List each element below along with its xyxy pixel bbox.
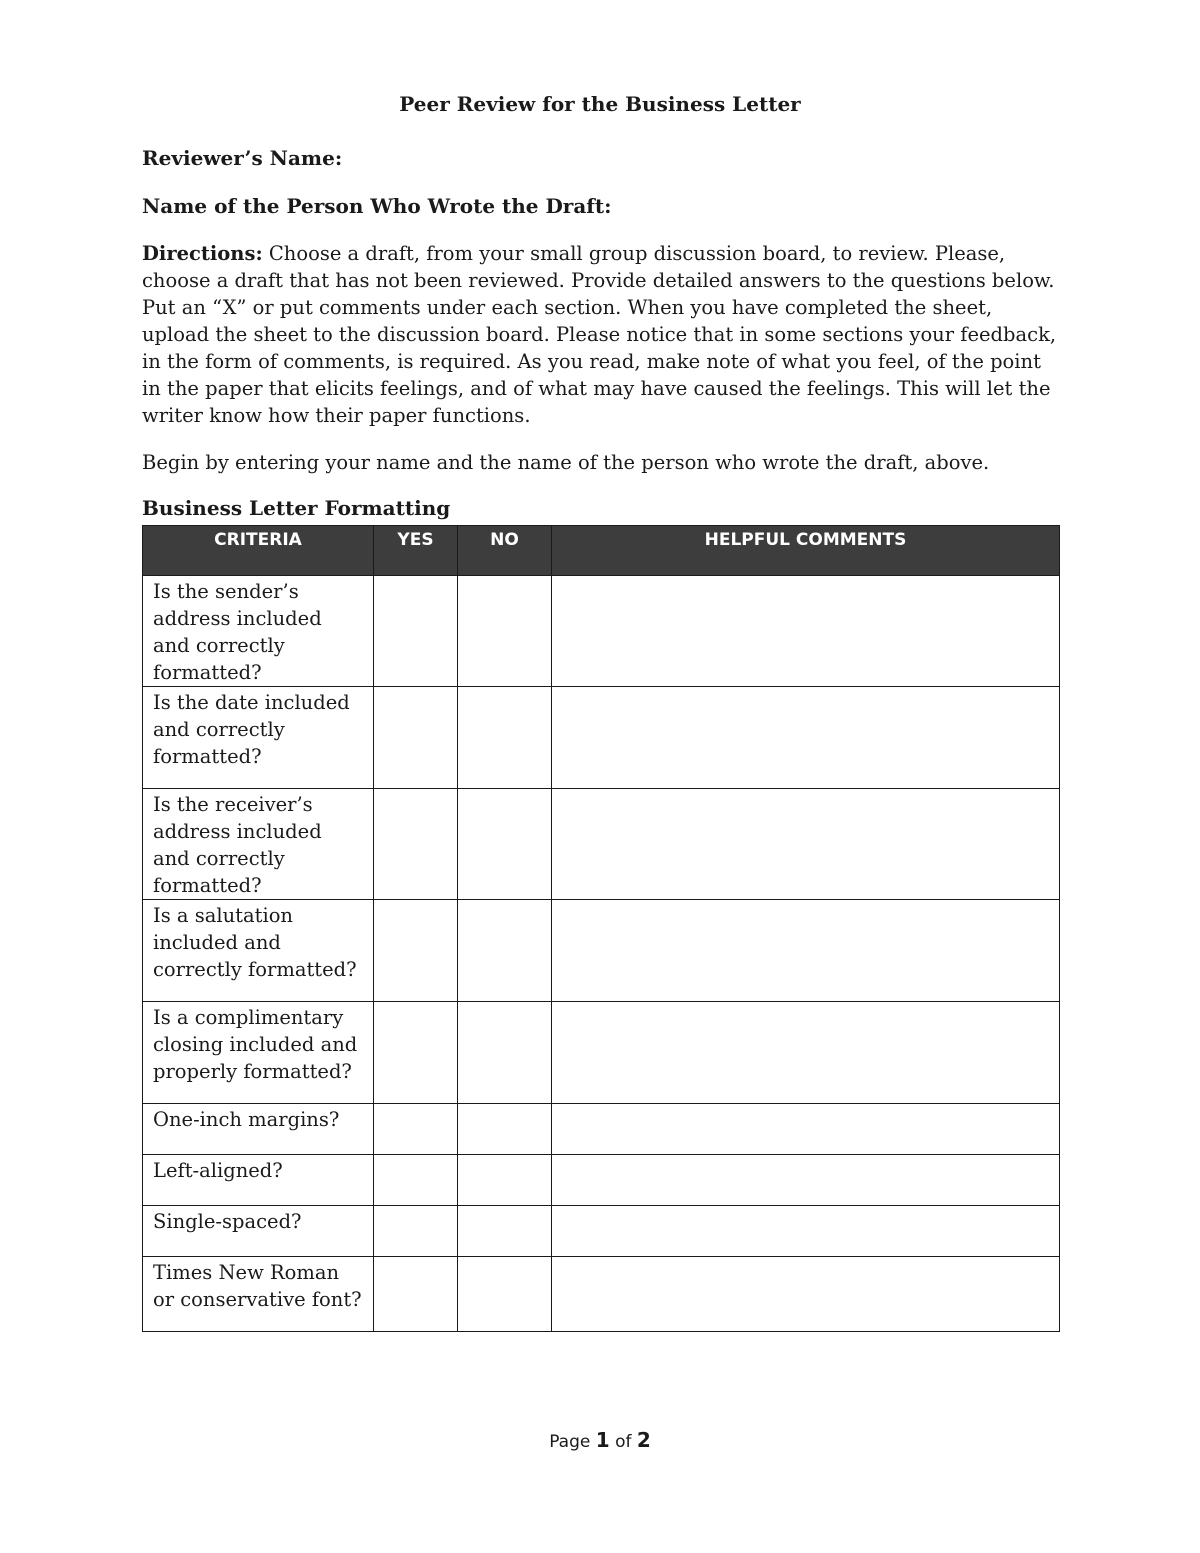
no-cell[interactable] <box>458 789 552 900</box>
table-row <box>143 900 1060 1002</box>
header-no: NO <box>458 526 552 576</box>
criteria-cell: Left-aligned? <box>143 1155 374 1206</box>
yes-cell[interactable] <box>374 789 458 900</box>
table-row <box>143 576 1060 687</box>
no-cell[interactable] <box>458 1257 552 1332</box>
comments-cell[interactable] <box>552 1155 1060 1206</box>
directions-text: Choose a draft, from your small group discussion board, to review. Please, choose a draft that has not been reviewed. Provide detailed answers to the questions below. Put an “X” or put comments under each section. When you have completed the sheet, upload the sheet to the discussion board. Please notice that in some sections your feedback, in the form of comments, is required. As you read, make note of what you feel, of the point in the paper that elicits feelings, and of what may have caused the feelings. This will let the writer know how their paper functions. <box>142 242 1057 427</box>
no-cell[interactable] <box>458 687 552 789</box>
header-comments: HELPFUL COMMENTS <box>552 526 1060 576</box>
no-cell[interactable] <box>458 576 552 687</box>
criteria-cell: Is a complimentary closing included and properly formatted? <box>143 1002 374 1104</box>
comments-cell[interactable] <box>552 1206 1060 1257</box>
author-name-label: Name of the Person Who Wrote the Draft: <box>142 194 612 218</box>
section-title: Business Letter Formatting <box>142 496 451 520</box>
comments-cell[interactable] <box>552 1257 1060 1332</box>
header-criteria: CRITERIA <box>143 526 374 576</box>
comments-cell[interactable] <box>552 576 1060 687</box>
no-cell[interactable] <box>458 900 552 1002</box>
criteria-cell: Is a salutation included and correctly formatted? <box>143 900 374 1002</box>
table-row <box>143 1104 1060 1155</box>
yes-cell[interactable] <box>374 900 458 1002</box>
directions-label: Directions: <box>142 242 263 265</box>
yes-cell[interactable] <box>374 1155 458 1206</box>
table-row <box>143 1206 1060 1257</box>
directions-paragraph <box>142 240 1062 429</box>
criteria-cell: Is the sender’s address included and correctly formatted? <box>143 576 374 687</box>
yes-cell[interactable] <box>374 1002 458 1104</box>
yes-cell[interactable] <box>374 1206 458 1257</box>
yes-cell[interactable] <box>374 687 458 789</box>
no-cell[interactable] <box>458 1104 552 1155</box>
no-cell[interactable] <box>458 1206 552 1257</box>
of-word: of <box>615 1432 632 1452</box>
comments-cell[interactable] <box>552 900 1060 1002</box>
no-cell[interactable] <box>458 1155 552 1206</box>
table-header-row <box>143 526 1060 576</box>
comments-cell[interactable] <box>552 1104 1060 1155</box>
page-word: Page <box>549 1432 591 1452</box>
table-row <box>143 1155 1060 1206</box>
total-pages-number: 2 <box>636 1428 651 1452</box>
header-yes: YES <box>374 526 458 576</box>
comments-cell[interactable] <box>552 687 1060 789</box>
criteria-cell: Is the receiver’s address included and correctly formatted? <box>143 789 374 900</box>
criteria-cell: One-inch margins? <box>143 1104 374 1155</box>
document-title: Peer Review for the Business Letter <box>399 92 801 116</box>
table-row <box>143 687 1060 789</box>
yes-cell[interactable] <box>374 1257 458 1332</box>
comments-cell[interactable] <box>552 789 1060 900</box>
yes-cell[interactable] <box>374 576 458 687</box>
no-cell[interactable] <box>458 1002 552 1104</box>
criteria-cell: Single-spaced? <box>143 1206 374 1257</box>
criteria-cell: Times New Roman or conservative font? <box>143 1257 374 1332</box>
table-row <box>143 1002 1060 1104</box>
table-row <box>143 1257 1060 1332</box>
comments-cell[interactable] <box>552 1002 1060 1104</box>
yes-cell[interactable] <box>374 1104 458 1155</box>
current-page-number: 1 <box>595 1428 610 1452</box>
criteria-table <box>142 525 1060 1332</box>
criteria-cell: Is the date included and correctly formatted? <box>143 687 374 789</box>
page-footer <box>0 1428 1200 1452</box>
table-row <box>143 789 1060 900</box>
reviewer-name-label: Reviewer’s Name: <box>142 146 343 170</box>
begin-instruction: Begin by entering your name and the name of the person who wrote the draft, above. <box>142 451 990 474</box>
